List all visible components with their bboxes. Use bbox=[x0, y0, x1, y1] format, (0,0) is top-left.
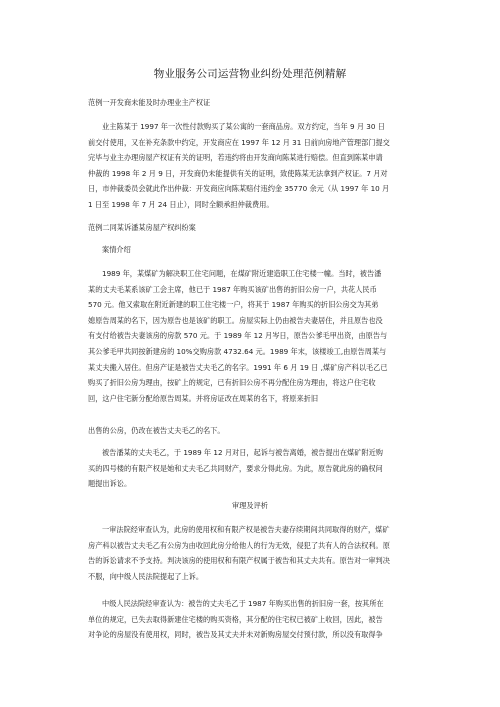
text-line: 日，市仲裁委员会就此作出仲裁：开发商应向陈某赔付违约金 35770 余元（从 1997 年 10 月 bbox=[88, 184, 390, 194]
text-line: 仲裁的 1998 年 2 月 9 日，开发商仍未能提供有关的证明，致使陈某无法拿到产权证。7 月对 bbox=[88, 168, 388, 178]
review-paragraph-2 bbox=[88, 596, 414, 643]
review-heading: 审理及评析 bbox=[232, 501, 268, 510]
text-line: 房产科以被告丈夫毛乙有公房为由收回此房分给他人的行为无效，侵犯了共有人的合法权利。原 bbox=[88, 540, 390, 550]
text-line: 1 日至 1998 年 7 月 24 日止），同时全额承担仲裁费用。 bbox=[88, 199, 274, 209]
review-paragraph-1 bbox=[88, 522, 414, 584]
text-line: 对争论的房屋没有使用权，同时，被告及其丈夫并未对新购房屋交付预付款，所以没有取得争 bbox=[88, 630, 383, 640]
text-line: 有支付给被告夫妻该房的房款 570 元。于 1989 年 12 月岑日，原告公爹毛甲出资，由原告与 bbox=[88, 331, 388, 341]
text-line: 告的诉讼请求不予支持。判决该房的使用权和有限产权属于被告和其丈夫共有。原告对一审判决 bbox=[88, 556, 390, 566]
case2-continuation: 出售的公房，仍改在被告丈夫毛乙的名下。 bbox=[88, 426, 225, 435]
document-title: 物业服务公司运营物业纠纷处理范例精解 bbox=[153, 68, 347, 80]
text-line: 购买了折旧公房为理由，按矿上的规定，已有折旧公房不再分配住房为理由，将这户住宅收 bbox=[88, 378, 376, 388]
case2-paragraph bbox=[88, 266, 414, 406]
case1-heading: 范例一开发商未能及时办理业主产权证 bbox=[88, 98, 211, 107]
text-line: 某丈夫搬入居住。但房产证是被告丈夫毛乙的名字。1991 年 6 月 19 日 ,煤矿房产科以毛乙已 bbox=[88, 362, 388, 372]
text-line: 完毕与业主办理房屋产权证有关的证明，若违约将由开发商向陈某进行赔偿。但直到陈某申请 bbox=[88, 153, 383, 163]
text-line: 某的丈夫毛某系该矿工会主席，他已于 1987 年购买该矿出售的折旧公房一户，共花人民币 bbox=[88, 284, 377, 294]
text-line: 一审法院经审查认为，此房的使用权和有限产权是被告夫妻存续期间共同取得的财产，煤矿 bbox=[102, 525, 390, 534]
case2-heading: 范例二同某诉潘某房屋产权纠纷案 bbox=[88, 223, 196, 232]
text-line: 单位的规定，已失去取得新建住宅楼的购买资格，其分配的住宅权已被矿上收回，因此，被告 bbox=[88, 614, 383, 624]
text-line: 1989 年，某煤矿为解决职工住宅问题，在煤矿附近建造职工住宅楼一幢。当时，被告潘 bbox=[102, 269, 382, 278]
text-line: 回，这户住宅新分配给原告周某。并将房证改在周某的名下，将原来折旧 bbox=[88, 393, 319, 403]
case1-paragraph bbox=[88, 119, 414, 213]
case2-paragraph-2 bbox=[88, 445, 414, 492]
text-line: 前交付使用，又在补充条款中约定，开发商应在 1997 年 12 月 31 日前向房地产管理部门提交 bbox=[88, 137, 390, 147]
text-line: 业主陈某于 1997 年一次性付款购买了某公寓的一套商品房。双方约定，当年 9 月 30 日 bbox=[102, 122, 385, 131]
text-line: 媳原告周某的名下，因为原告也是该矿的职工。房屋实际上仍由被告夫妻居住，并且原告也没 bbox=[88, 315, 383, 325]
text-line: 中级人民法院经审查认为：被告的丈夫毛乙于 1987 年购买出售的折旧房一套，按其所在 bbox=[102, 599, 384, 608]
case-intro-heading: 案情介绍 bbox=[102, 245, 131, 254]
text-line: 其公爹毛甲共同按新建房的 10%交购房款 4732.64 元。1989 年末，该楼竣工,由原告周某与 bbox=[88, 346, 387, 356]
text-line: 不服，向中级人民法院提起了上诉。 bbox=[88, 571, 204, 581]
text-line: 570 元。他又索取在附近新建的职工住宅楼一户，将其于 1987 年购买的折旧公房交为其弟 bbox=[88, 300, 379, 310]
text-line: 买的四号楼的有限产权是她和丈夫毛乙共同财产，要求分得此房。为此，原告就此房的确权问 bbox=[88, 463, 383, 473]
text-line: 题提出诉讼。 bbox=[88, 479, 132, 489]
text-line: 被告潘某的丈夫毛乙，于 1989 年 12 月对日，起诉与被告离婚，被告提出在煤矿附近购 bbox=[102, 448, 383, 457]
